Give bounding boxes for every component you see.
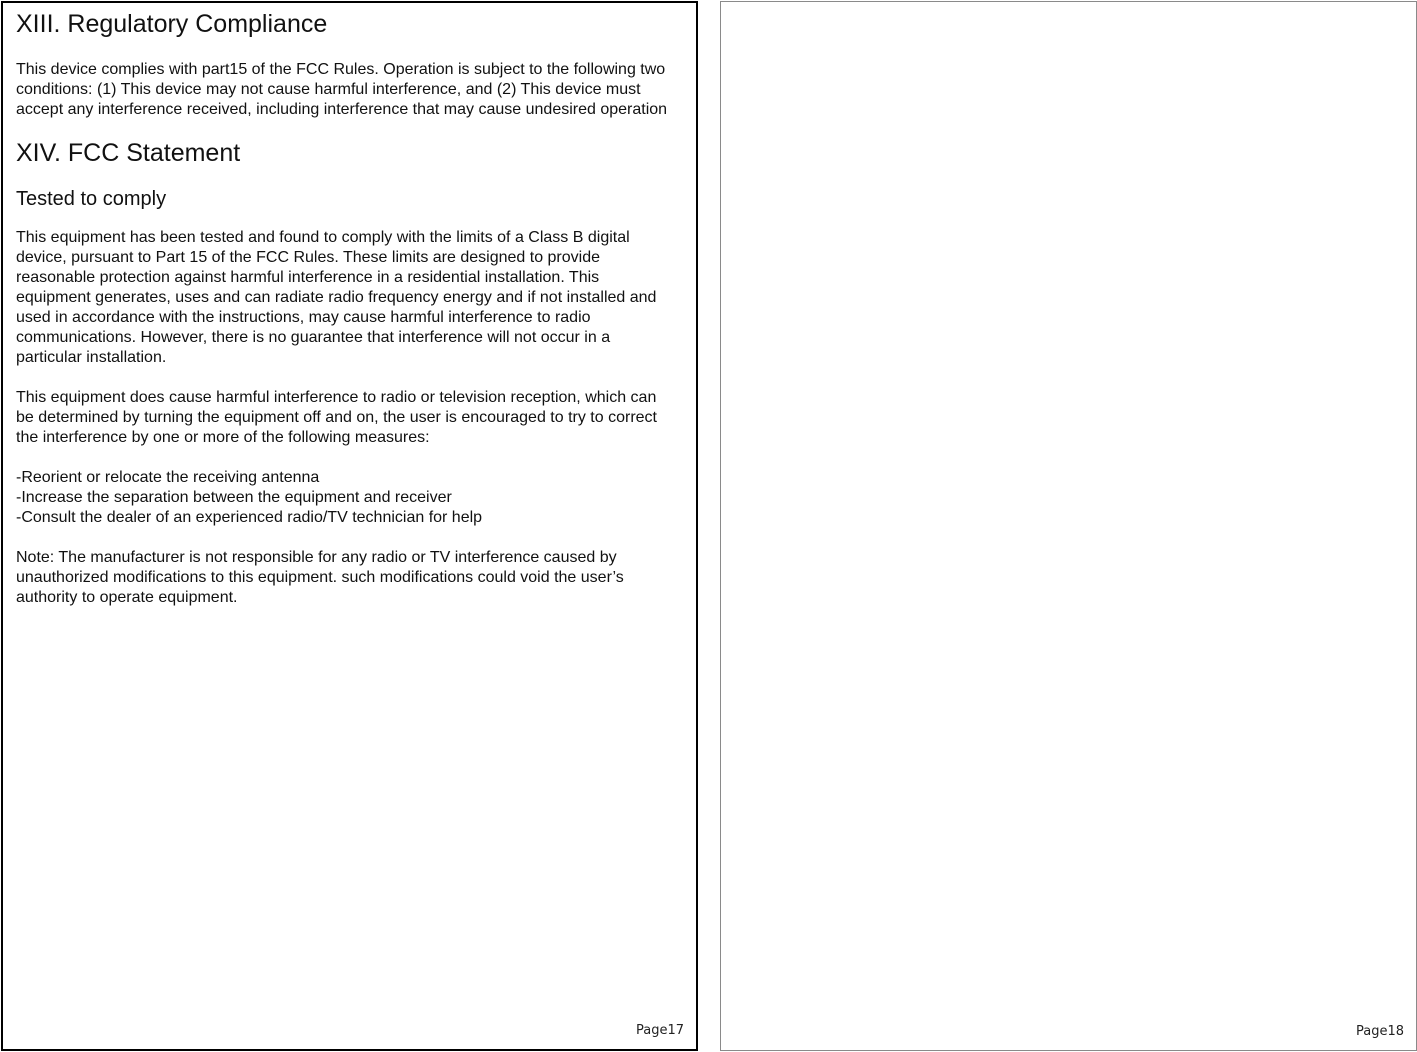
measure-item: -Consult the dealer of an experienced radio/TV technician for help (16, 509, 483, 526)
page-17-content (16, 9, 676, 608)
fcc-paragraph-interference: This equipment does cause harmful interference to radio or television reception, which can be determined by turning the equipment off and on, the user is encouraged to try to correct the interference by one or more of the following measures: (16, 389, 657, 446)
manufacturer-note: Note: The manufacturer is not responsible for any radio or TV interference caused by unauthorized modifications to this equipment. such modifications could void the user’s authority to operate equipment. (16, 549, 624, 606)
regulatory-compliance-heading: XIII. Regulatory Compliance (16, 10, 328, 38)
page-number-18: Page18 (1355, 1024, 1404, 1039)
page-18 (720, 1, 1417, 1051)
measure-item: -Increase the separation between the equipment and receiver (16, 489, 452, 506)
measures-list (16, 468, 676, 528)
page-17 (1, 1, 698, 1051)
fcc-statement-heading: XIV. FCC Statement (16, 139, 241, 167)
page-number-17: Page17 (635, 1023, 684, 1038)
tested-to-comply-heading: Tested to comply (16, 188, 167, 210)
regulatory-compliance-text: This device complies with part15 of the FCC Rules. Operation is subject to the following two conditions: (1) This device may not cause harmful interference, and (2) This device must accept any interference received, including interference that may cause undesired operation (16, 61, 668, 118)
fcc-paragraph-tested: This equipment has been tested and found to comply with the limits of a Class B digital device, pursuant to Part 15 of the FCC Rules. These limits are designed to provide reasonable protection against harmful interference in a residential installation. This equipment generates, uses and can radiate radio frequency energy and if not installed and used in accordance with the instructions, may cause harmful interference to radio communications. However, there is no guarantee that interference will not occur in a particular installation. (16, 229, 657, 366)
measure-item: -Reorient or relocate the receiving antenna (16, 469, 320, 486)
